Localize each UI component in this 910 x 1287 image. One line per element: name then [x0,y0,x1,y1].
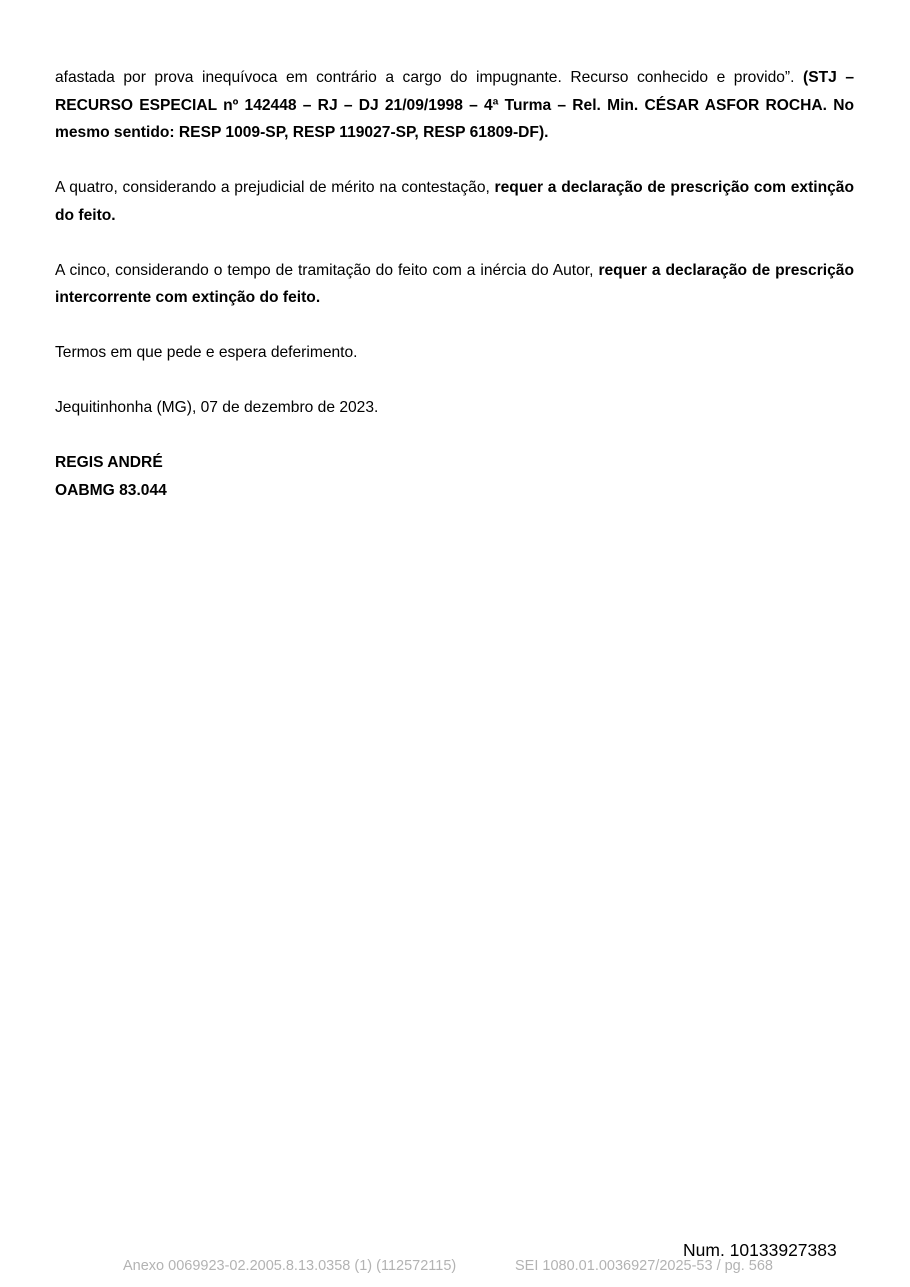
document-body [55,64,854,504]
paragraph-prescription-request [55,174,854,229]
footer-sei-page: SEI 1080.01.0036927/2025-53 / pg. 568 [515,1258,773,1274]
signature-oab: OABMG 83.044 [55,481,167,499]
paragraph-intercurrent-text: A cinco, considerando o tempo de tramitação do feito com a inércia do Autor, [55,261,599,279]
document-number: Num. 10133927383 [683,1240,837,1260]
signature-name: REGIS ANDRÉ [55,454,163,471]
place-date-line: Jequitinhonha (MG), 07 de dezembro de 2023. [55,399,379,416]
paragraph-intercurrent-bold: requer a declaração de prescrição intercorrente com extinção do feito. [55,261,854,306]
signature-block [55,449,854,504]
footer-annex: Anexo 0069923-02.2005.8.13.0358 (1) (112572115) [123,1258,457,1274]
paragraph-citation-text: afastada por prova inequívoca em contrário a cargo do impugnante. Recurso conhecido e provido”. [55,69,803,86]
paragraph-citation-bold: (STJ – RECURSO ESPECIAL nº 142448 – RJ – DJ 21/09/1998 – 4ª Turma – Rel. Min. CÉSAR ASFOR ROCHA. No mesmo sentido: RESP 1009-SP, RESP 119027-SP, RESP 61809-DF). [55,69,855,141]
paragraph-prescription-bold: requer a declaração de prescrição com extinção do feito. [55,179,854,224]
closing-line: Termos em que pede e espera deferimento. [55,344,358,361]
paragraph-citation [55,64,854,147]
paragraph-intercurrent-request [55,257,854,312]
paragraph-prescription-text: A quatro, considerando a prejudicial de mérito na contestação, [55,179,495,196]
